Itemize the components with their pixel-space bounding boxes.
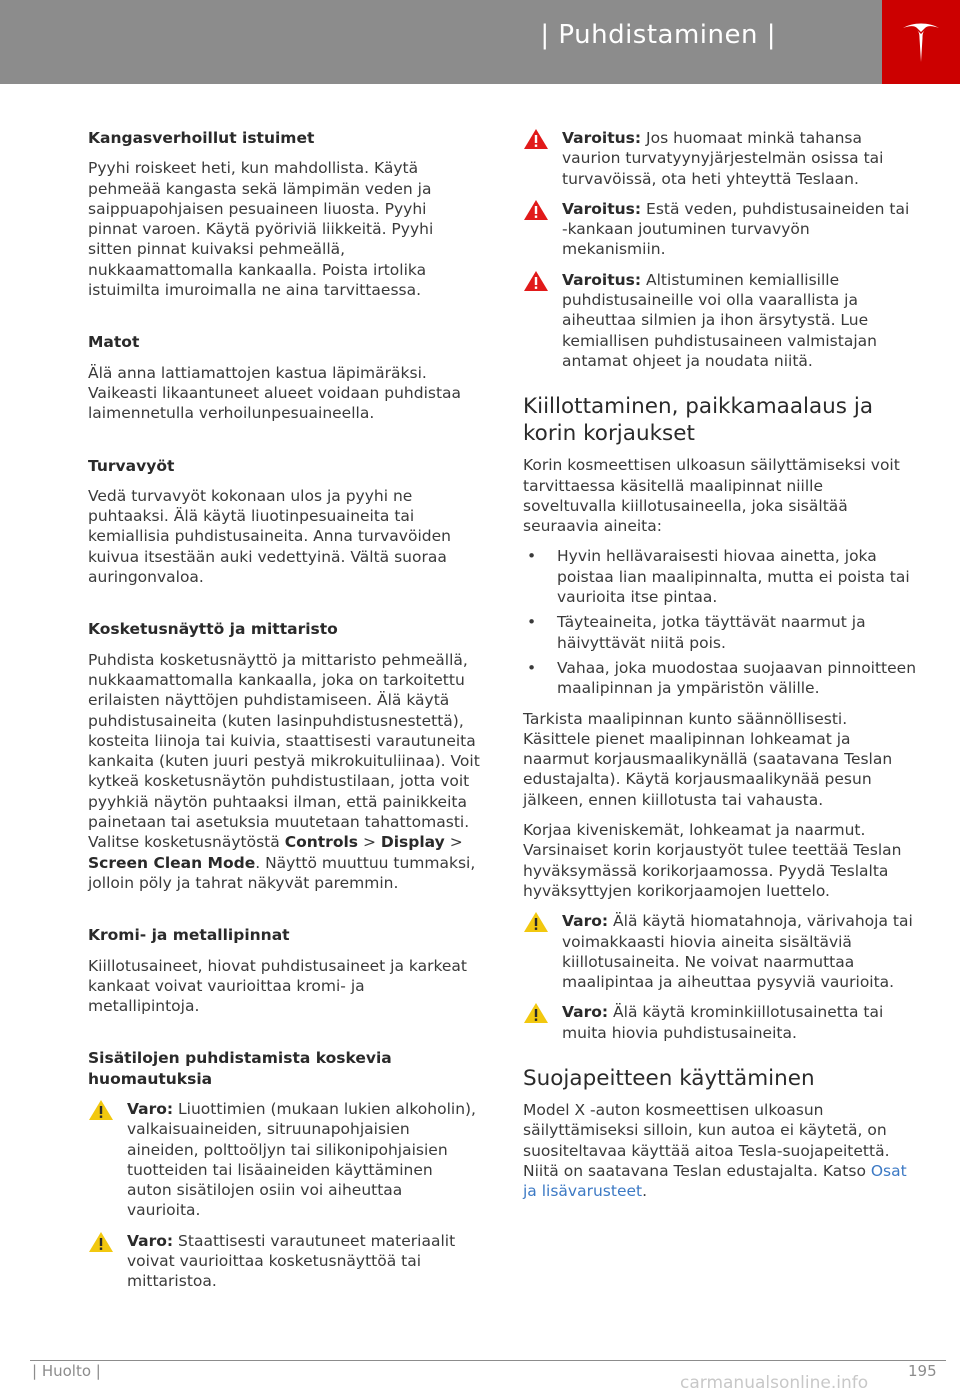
caution-icon bbox=[88, 1099, 114, 1121]
menu-separator: > bbox=[444, 833, 463, 852]
mats-text: Älä anna lattiamattojen kastua läpimäräksi. Vaikeasti likaantuneet alueet voidaan puhdistaa laimennetulla verhoilunpesuaineella. bbox=[88, 363, 462, 423]
page-number: 195 bbox=[908, 1362, 937, 1380]
caution-notice bbox=[523, 911, 918, 992]
tesla-logo-icon bbox=[901, 20, 941, 64]
warning-notice bbox=[523, 128, 918, 189]
caution-text: Liuottimien (mukaan lukien alkoholin), valkaisuaineiden, sitruunapohjaisien aineiden, polttoöljyn tai silikonipohjaisien tuotteiden tai lisäaineiden käyttäminen auton sisätilojen osiin voi aiheuttaa vaurioita. bbox=[127, 1099, 476, 1220]
car-cover-text bbox=[523, 1100, 918, 1201]
touchscreen-heading: Kosketusnäyttö ja mittaristo bbox=[88, 620, 338, 639]
caution-label: Varo: bbox=[562, 1003, 609, 1022]
caution-text: Älä käytä hiomatahnoja, värivahoja tai voimakkaasti hiovia aineita sisältäviä kiillotusaineita. Ne voivat naarmuttaa maalipintaa ja aiheuttaa pysyviä vaurioita. bbox=[562, 912, 913, 992]
caution-notice bbox=[88, 1099, 480, 1221]
mats-heading: Matot bbox=[88, 333, 140, 352]
caution-label: Varo: bbox=[127, 1099, 174, 1118]
right-column bbox=[523, 128, 918, 1211]
page-section-title: | Puhdistaminen | bbox=[540, 20, 776, 50]
warning-notice bbox=[523, 199, 918, 260]
warning-notice bbox=[523, 270, 918, 371]
fabric-seats-heading: Kangasverhoillut istuimet bbox=[88, 129, 315, 147]
car-cover-text-end: . bbox=[642, 1182, 648, 1201]
polishing-heading: Kiillottaminen, paikkamaalaus ja korin korjaukset bbox=[523, 394, 873, 447]
polishing-intro: Korin kosmeettisen ulkoasun säilyttämiseksi voit tarvittaessa käsitellä maalipinnat niille soveltuvalla kiillotusaineella, joka sisältää seuraavia aineita: bbox=[523, 456, 900, 536]
watermark: carmanualsonline.info bbox=[680, 1373, 869, 1393]
caution-icon bbox=[523, 1002, 549, 1024]
caution-notice bbox=[88, 1231, 480, 1292]
seatbelts-text: Vedä turvavyöt kokonaan ulos ja pyyhi ne puhtaaksi. Älä käytä liuotinpesuaineita tai kemiallisia puhdistusaineita. Anna turvavöiden kuivua itsestään auki vedettyinä. Vältä suoraa auringonvaloa. bbox=[88, 486, 451, 587]
list-item: • Vahaa, joka muodostaa suojaavan pinnoitteen maalipinnan ja ympäristön välille. bbox=[523, 658, 918, 699]
warning-text: Jos huomaat minkä tahansa vaurion turvatyynyjärjestelmän osissa tai turvavöissä, ota heti yhteyttä Teslaan. bbox=[562, 129, 884, 188]
warning-label: Varoitus: bbox=[562, 270, 642, 289]
left-column bbox=[88, 128, 480, 1302]
warning-text: Altistuminen kemiallisille puhdistusaineille voi olla vaarallista ja aiheuttaa silmien ja ihon ärsytystä. Lue kemiallisen puhdistusaineen valmistajan antamat ohjeet ja noudata niitä. bbox=[562, 270, 877, 370]
interior-notes-heading: Sisätilojen puhdistamista koskevia huomautuksia bbox=[88, 1049, 392, 1088]
footer-section: | Huolto | bbox=[32, 1362, 101, 1380]
menu-separator: > bbox=[358, 833, 381, 852]
parts-accessories-link[interactable]: Osat ja lisävarusteet bbox=[523, 1161, 907, 1201]
warning-icon bbox=[523, 270, 549, 292]
caution-icon bbox=[523, 911, 549, 933]
caution-icon bbox=[88, 1231, 114, 1253]
header-band bbox=[0, 0, 882, 84]
car-cover-text-main: Model X -auton kosmeettisen ulkoasun säilyttämiseksi silloin, kun autoa ei käytetä, on suositeltavaa käyttää aitoa Tesla-suojapeitettä. Niitä on saatavana Teslan edustajalta. Katso bbox=[523, 1100, 890, 1180]
car-cover-heading: Suojapeitteen käyttäminen bbox=[523, 1065, 815, 1091]
chrome-text: Kiillotusaineet, hiovat puhdistusaineet ja karkeat kankaat voivat vaurioittaa kromi- ja metallipintoja. bbox=[88, 956, 468, 1016]
chrome-heading: Kromi- ja metallipinnat bbox=[88, 926, 290, 945]
list-item: • Täyteaineita, jotka täyttävät naarmut ja häivyttävät niitä pois. bbox=[523, 612, 918, 653]
touchscreen-text bbox=[88, 650, 480, 894]
footer-divider bbox=[30, 1360, 946, 1361]
body-repair-text: Korjaa kiveniskemät, lohkeamat ja naarmut. Varsinaiset korin korjaustyöt tulee teettää Teslan hyväksymässä korikorjaamossa. Pyydä Teslalta hyväksyttyjen korikorjaamojen luettelo. bbox=[523, 821, 902, 900]
menu-screen-clean-mode: Screen Clean Mode bbox=[88, 853, 256, 872]
list-item: • Hyvin hellävaraisesti hiovaa ainetta, joka poistaa lian maalipinnalta, mutta ei poista tai vaurioita itse pintaa. bbox=[523, 546, 918, 607]
menu-controls: Controls bbox=[284, 833, 359, 852]
caution-text: Staattisesti varautuneet materiaalit voivat vaurioittaa kosketusnäyttöä tai mittaristoa. bbox=[127, 1231, 456, 1291]
warning-label: Varoitus: bbox=[562, 129, 642, 147]
polish-ingredients-list bbox=[523, 546, 918, 698]
caution-label: Varo: bbox=[562, 912, 609, 931]
warning-icon bbox=[523, 128, 549, 150]
tesla-logo-box bbox=[882, 0, 960, 84]
caution-notice bbox=[523, 1002, 918, 1043]
menu-display: Display bbox=[380, 833, 445, 852]
warning-icon bbox=[523, 199, 549, 221]
warning-text: Estä veden, puhdistusaineiden tai -kankaan joutuminen turvavyön mekanismiin. bbox=[562, 199, 910, 259]
caution-label: Varo: bbox=[127, 1231, 174, 1250]
touchscreen-text-main: Puhdista kosketusnäyttö ja mittaristo pehmeällä, nukkaamattomalla kankaalla, joka on tarkoitettu erilaisten näyttöjen puhdistamiseen. Älä käytä puhdistusaineita (kuten lasinpuhdistusnestettä), kosteita liinoja tai kuivia, staattisesti varautuneita kankaita (kuten juuri pestyä mikrokuituliinaa). Voit kytkeä kosketusnäytön puhdistustilaan, jotta voit pyyhkiä näytön puhtaaksi ilman, että painikkeita painetaan tai asetuksia muutetaan tahattomasti. Valitse kosketusnäytöstä bbox=[88, 650, 480, 852]
caution-text: Älä käytä krominkiillotusainetta tai muita hiovia puhdistusaineita. bbox=[562, 1003, 884, 1042]
touchscreen-text-end: . Näyttö muuttuu tummaksi, jolloin pöly ja tahrat näkyvät paremmin. bbox=[88, 853, 476, 892]
paint-check-text: Tarkista maalipinnan kunto säännöllisesti. Käsittele pienet maalipinnan lohkeamat ja naarmut korjausmaalikynällä (saatavana Teslan edustajalta). Käytä korjausmaalikynää pesun jälkeen, ennen kiillotusta tai vahausta. bbox=[523, 709, 893, 809]
seatbelts-heading: Turvavyöt bbox=[88, 456, 175, 475]
warning-label: Varoitus: bbox=[562, 199, 642, 218]
fabric-seats-text: Pyyhi roiskeet heti, kun mahdollista. Käytä pehmeää kangasta sekä lämpimän veden ja saippuapohjaisen pesuaineen liuosta. Pyyhi pinnat varoen. Käytä pyöriviä liikkeitä. Pyyhi sitten pinnat kuivaksi pehmeällä, nukkaamattomalla kankaalla. Poista irtolika istuimilta imuroimalla ne aina tarvittaessa. bbox=[88, 159, 434, 300]
